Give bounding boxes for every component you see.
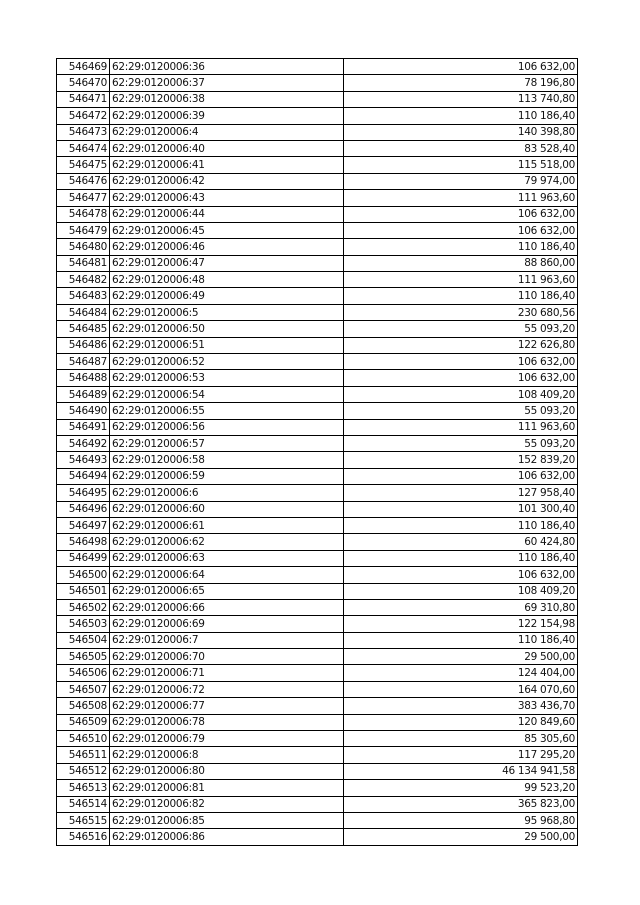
row-id-cell: 546476 — [57, 173, 110, 189]
cadastral-value-cell: 110 186,40 — [344, 239, 578, 255]
cadastral-value-cell: 110 186,40 — [344, 517, 578, 533]
cadastral-number-cell: 62:29:0120006:41 — [110, 157, 344, 173]
row-id-cell: 546477 — [57, 190, 110, 206]
cadastral-number-cell: 62:29:0120006:51 — [110, 337, 344, 353]
row-id-cell: 546511 — [57, 747, 110, 763]
cadastral-value-cell: 230 680,56 — [344, 304, 578, 320]
cadastral-value-cell: 110 186,40 — [344, 632, 578, 648]
table-row — [57, 419, 578, 435]
cadastral-value-cell: 110 186,40 — [344, 550, 578, 566]
table-body — [57, 59, 578, 846]
cadastral-number-cell: 62:29:0120006:43 — [110, 190, 344, 206]
cadastral-number-cell: 62:29:0120006:60 — [110, 501, 344, 517]
table-row — [57, 124, 578, 140]
cadastral-number-cell: 62:29:0120006:80 — [110, 763, 344, 779]
table-row — [57, 501, 578, 517]
row-id-cell: 546469 — [57, 59, 110, 75]
row-id-cell: 546493 — [57, 452, 110, 468]
row-id-cell: 546507 — [57, 681, 110, 697]
row-id-cell: 546496 — [57, 501, 110, 517]
table-row — [57, 583, 578, 599]
cadastral-number-cell: 62:29:0120006:56 — [110, 419, 344, 435]
cadastral-value-cell: 113 740,80 — [344, 91, 578, 107]
cadastral-number-cell: 62:29:0120006:36 — [110, 59, 344, 75]
table-row — [57, 796, 578, 812]
cadastral-number-cell: 62:29:0120006:5 — [110, 304, 344, 320]
row-id-cell: 546488 — [57, 370, 110, 386]
table-row — [57, 386, 578, 402]
cadastral-number-cell: 62:29:0120006:64 — [110, 567, 344, 583]
cadastral-number-cell: 62:29:0120006:70 — [110, 649, 344, 665]
cadastral-number-cell: 62:29:0120006:61 — [110, 517, 344, 533]
table-row — [57, 173, 578, 189]
cadastral-number-cell: 62:29:0120006:46 — [110, 239, 344, 255]
table-row — [57, 517, 578, 533]
table-row — [57, 190, 578, 206]
row-id-cell: 546497 — [57, 517, 110, 533]
cadastral-number-cell: 62:29:0120006:53 — [110, 370, 344, 386]
row-id-cell: 546470 — [57, 75, 110, 91]
row-id-cell: 546475 — [57, 157, 110, 173]
cadastral-value-cell: 110 186,40 — [344, 288, 578, 304]
cadastral-value-cell: 106 632,00 — [344, 206, 578, 222]
cadastral-number-cell: 62:29:0120006:44 — [110, 206, 344, 222]
row-id-cell: 546479 — [57, 222, 110, 238]
cadastral-value-cell: 78 196,80 — [344, 75, 578, 91]
cadastral-value-cell: 88 860,00 — [344, 255, 578, 271]
cadastral-number-cell: 62:29:0120006:79 — [110, 731, 344, 747]
cadastral-value-table — [56, 58, 578, 846]
row-id-cell: 546500 — [57, 567, 110, 583]
row-id-cell: 546486 — [57, 337, 110, 353]
table-row — [57, 567, 578, 583]
cadastral-number-cell: 62:29:0120006:81 — [110, 780, 344, 796]
row-id-cell: 546499 — [57, 550, 110, 566]
cadastral-number-cell: 62:29:0120006:78 — [110, 714, 344, 730]
table-row — [57, 829, 578, 845]
cadastral-value-cell: 29 500,00 — [344, 649, 578, 665]
cadastral-value-cell: 383 436,70 — [344, 698, 578, 714]
cadastral-value-cell: 108 409,20 — [344, 583, 578, 599]
cadastral-number-cell: 62:29:0120006:54 — [110, 386, 344, 402]
row-id-cell: 546483 — [57, 288, 110, 304]
cadastral-number-cell: 62:29:0120006:40 — [110, 140, 344, 156]
cadastral-number-cell: 62:29:0120006:42 — [110, 173, 344, 189]
row-id-cell: 546484 — [57, 304, 110, 320]
cadastral-number-cell: 62:29:0120006:50 — [110, 321, 344, 337]
cadastral-number-cell: 62:29:0120006:71 — [110, 665, 344, 681]
row-id-cell: 546516 — [57, 829, 110, 845]
table-row — [57, 599, 578, 615]
table-row — [57, 255, 578, 271]
cadastral-value-cell: 115 518,00 — [344, 157, 578, 173]
cadastral-number-cell: 62:29:0120006:55 — [110, 403, 344, 419]
cadastral-value-cell: 111 963,60 — [344, 272, 578, 288]
cadastral-value-cell: 101 300,40 — [344, 501, 578, 517]
row-id-cell: 546480 — [57, 239, 110, 255]
table-row — [57, 616, 578, 632]
cadastral-value-cell: 46 134 941,58 — [344, 763, 578, 779]
table-row — [57, 812, 578, 828]
cadastral-number-cell: 62:29:0120006:7 — [110, 632, 344, 648]
row-id-cell: 546494 — [57, 468, 110, 484]
cadastral-value-cell: 120 849,60 — [344, 714, 578, 730]
cadastral-number-cell: 62:29:0120006:47 — [110, 255, 344, 271]
cadastral-value-cell: 99 523,20 — [344, 780, 578, 796]
cadastral-number-cell: 62:29:0120006:45 — [110, 222, 344, 238]
table-row — [57, 698, 578, 714]
row-id-cell: 546473 — [57, 124, 110, 140]
row-id-cell: 546498 — [57, 534, 110, 550]
row-id-cell: 546472 — [57, 108, 110, 124]
row-id-cell: 546515 — [57, 812, 110, 828]
cadastral-number-cell: 62:29:0120006:39 — [110, 108, 344, 124]
table-row — [57, 206, 578, 222]
cadastral-value-cell: 95 968,80 — [344, 812, 578, 828]
cadastral-number-cell: 62:29:0120006:86 — [110, 829, 344, 845]
cadastral-number-cell: 62:29:0120006:57 — [110, 435, 344, 451]
cadastral-number-cell: 62:29:0120006:77 — [110, 698, 344, 714]
cadastral-value-cell: 29 500,00 — [344, 829, 578, 845]
cadastral-number-cell: 62:29:0120006:82 — [110, 796, 344, 812]
row-id-cell: 546492 — [57, 435, 110, 451]
table-row — [57, 222, 578, 238]
cadastral-value-cell: 55 093,20 — [344, 435, 578, 451]
cadastral-number-cell: 62:29:0120006:63 — [110, 550, 344, 566]
table-row — [57, 321, 578, 337]
cadastral-value-cell: 55 093,20 — [344, 403, 578, 419]
table-row — [57, 485, 578, 501]
table-row — [57, 272, 578, 288]
row-id-cell: 546495 — [57, 485, 110, 501]
row-id-cell: 546508 — [57, 698, 110, 714]
row-id-cell: 546474 — [57, 140, 110, 156]
cadastral-value-cell: 79 974,00 — [344, 173, 578, 189]
table-row — [57, 550, 578, 566]
table-row — [57, 337, 578, 353]
cadastral-number-cell: 62:29:0120006:8 — [110, 747, 344, 763]
row-id-cell: 546489 — [57, 386, 110, 402]
cadastral-number-cell: 62:29:0120006:58 — [110, 452, 344, 468]
table-row — [57, 649, 578, 665]
cadastral-value-cell: 55 093,20 — [344, 321, 578, 337]
table-row — [57, 665, 578, 681]
cadastral-number-cell: 62:29:0120006:48 — [110, 272, 344, 288]
cadastral-number-cell: 62:29:0120006:85 — [110, 812, 344, 828]
cadastral-number-cell: 62:29:0120006:69 — [110, 616, 344, 632]
cadastral-number-cell: 62:29:0120006:52 — [110, 354, 344, 370]
row-id-cell: 546503 — [57, 616, 110, 632]
cadastral-number-cell: 62:29:0120006:6 — [110, 485, 344, 501]
cadastral-value-cell: 106 632,00 — [344, 222, 578, 238]
row-id-cell: 546490 — [57, 403, 110, 419]
cadastral-value-cell: 111 963,60 — [344, 190, 578, 206]
table-row — [57, 108, 578, 124]
row-id-cell: 546504 — [57, 632, 110, 648]
cadastral-number-cell: 62:29:0120006:4 — [110, 124, 344, 140]
cadastral-value-cell: 124 404,00 — [344, 665, 578, 681]
row-id-cell: 546491 — [57, 419, 110, 435]
cadastral-value-cell: 106 632,00 — [344, 370, 578, 386]
cadastral-number-cell: 62:29:0120006:38 — [110, 91, 344, 107]
table-row — [57, 157, 578, 173]
table-row — [57, 370, 578, 386]
row-id-cell: 546501 — [57, 583, 110, 599]
row-id-cell: 546510 — [57, 731, 110, 747]
cadastral-value-cell: 106 632,00 — [344, 468, 578, 484]
table-row — [57, 304, 578, 320]
table-row — [57, 75, 578, 91]
table-row — [57, 435, 578, 451]
cadastral-value-cell: 106 632,00 — [344, 354, 578, 370]
row-id-cell: 546487 — [57, 354, 110, 370]
table-row — [57, 403, 578, 419]
row-id-cell: 546514 — [57, 796, 110, 812]
table-row — [57, 239, 578, 255]
table-row — [57, 288, 578, 304]
cadastral-number-cell: 62:29:0120006:65 — [110, 583, 344, 599]
table-row — [57, 468, 578, 484]
cadastral-value-cell: 111 963,60 — [344, 419, 578, 435]
row-id-cell: 546481 — [57, 255, 110, 271]
cadastral-value-cell: 140 398,80 — [344, 124, 578, 140]
table-row — [57, 763, 578, 779]
cadastral-value-cell: 164 070,60 — [344, 681, 578, 697]
row-id-cell: 546502 — [57, 599, 110, 615]
row-id-cell: 546471 — [57, 91, 110, 107]
cadastral-number-cell: 62:29:0120006:37 — [110, 75, 344, 91]
cadastral-value-cell: 122 626,80 — [344, 337, 578, 353]
row-id-cell: 546512 — [57, 763, 110, 779]
table-row — [57, 354, 578, 370]
table-row — [57, 452, 578, 468]
cadastral-value-cell: 117 295,20 — [344, 747, 578, 763]
table-row — [57, 747, 578, 763]
table-row — [57, 731, 578, 747]
table-row — [57, 714, 578, 730]
cadastral-value-cell: 122 154,98 — [344, 616, 578, 632]
row-id-cell: 546513 — [57, 780, 110, 796]
cadastral-value-cell: 152 839,20 — [344, 452, 578, 468]
row-id-cell: 546505 — [57, 649, 110, 665]
cadastral-number-cell: 62:29:0120006:49 — [110, 288, 344, 304]
cadastral-number-cell: 62:29:0120006:62 — [110, 534, 344, 550]
table-row — [57, 91, 578, 107]
cadastral-number-cell: 62:29:0120006:66 — [110, 599, 344, 615]
row-id-cell: 546506 — [57, 665, 110, 681]
cadastral-value-cell: 106 632,00 — [344, 59, 578, 75]
row-id-cell: 546482 — [57, 272, 110, 288]
table-row — [57, 632, 578, 648]
row-id-cell: 546509 — [57, 714, 110, 730]
table-row — [57, 140, 578, 156]
cadastral-value-cell: 85 305,60 — [344, 731, 578, 747]
cadastral-value-cell: 83 528,40 — [344, 140, 578, 156]
cadastral-value-cell: 365 823,00 — [344, 796, 578, 812]
table-row — [57, 681, 578, 697]
row-id-cell: 546485 — [57, 321, 110, 337]
table-row — [57, 780, 578, 796]
row-id-cell: 546478 — [57, 206, 110, 222]
cadastral-value-cell: 60 424,80 — [344, 534, 578, 550]
cadastral-value-cell: 108 409,20 — [344, 386, 578, 402]
cadastral-number-cell: 62:29:0120006:59 — [110, 468, 344, 484]
cadastral-value-cell: 106 632,00 — [344, 567, 578, 583]
cadastral-value-cell: 69 310,80 — [344, 599, 578, 615]
cadastral-number-cell: 62:29:0120006:72 — [110, 681, 344, 697]
cadastral-value-cell: 127 958,40 — [344, 485, 578, 501]
cadastral-value-cell: 110 186,40 — [344, 108, 578, 124]
table-row — [57, 534, 578, 550]
table-row — [57, 59, 578, 75]
